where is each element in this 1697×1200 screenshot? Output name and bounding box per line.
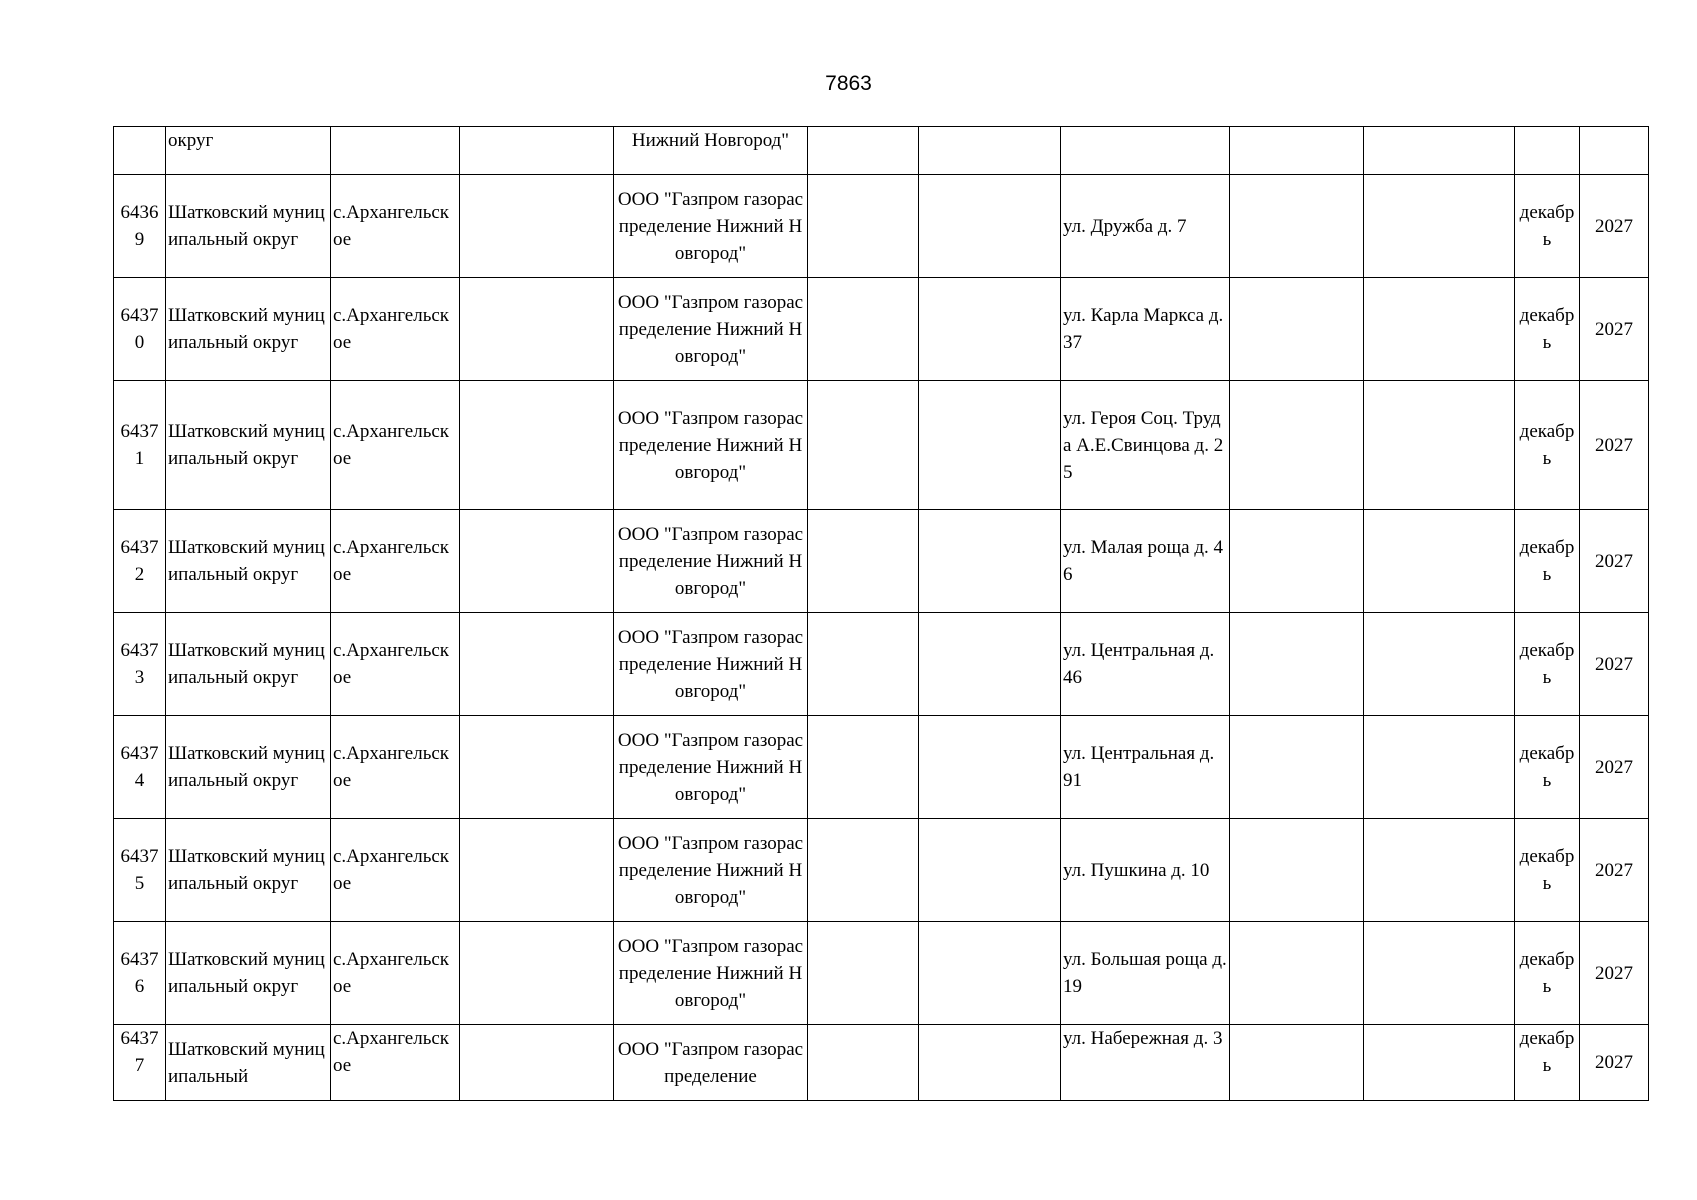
cell-empty	[1364, 1025, 1515, 1101]
cell-empty	[808, 175, 919, 278]
cell-village: с.Архангельское	[331, 1025, 460, 1101]
cell-empty	[919, 1025, 1061, 1101]
cell-number	[114, 127, 166, 175]
table-row-continuation	[114, 127, 1649, 175]
cell-empty	[460, 278, 614, 381]
table-row	[114, 381, 1649, 510]
cell-empty	[1230, 510, 1364, 613]
cell-organization: ООО "Газпром газораспределение Нижний Новгород"	[614, 510, 808, 613]
cell-organization: ООО "Газпром газораспределение Нижний Новгород"	[614, 381, 808, 510]
cell-organization: ООО "Газпром газораспределение Нижний Новгород"	[614, 716, 808, 819]
cell-number: 64377	[114, 1025, 166, 1101]
cell-empty	[1364, 922, 1515, 1025]
cell-address: ул. Пушкина д. 10	[1061, 819, 1230, 922]
cell-village: с.Архангельское	[331, 716, 460, 819]
cell-village: с.Архангельское	[331, 613, 460, 716]
cell-month: декабрь	[1515, 175, 1580, 278]
cell-organization: ООО "Газпром газораспределение	[614, 1025, 808, 1101]
cell-year: 2027	[1580, 510, 1649, 613]
cell-empty	[1364, 127, 1515, 175]
cell-address: ул. Дружба д. 7	[1061, 175, 1230, 278]
table-row	[114, 613, 1649, 716]
cell-empty	[919, 381, 1061, 510]
cell-month: декабрь	[1515, 278, 1580, 381]
cell-empty	[919, 613, 1061, 716]
cell-empty	[460, 175, 614, 278]
cell-empty	[808, 381, 919, 510]
cell-number: 64370	[114, 278, 166, 381]
cell-year: 2027	[1580, 381, 1649, 510]
cell-district: Шатковский муниципальный округ	[166, 175, 331, 278]
cell-empty	[808, 1025, 919, 1101]
cell-year: 2027	[1580, 278, 1649, 381]
cell-district: Шатковский муниципальный округ	[166, 819, 331, 922]
cell-empty	[919, 127, 1061, 175]
cell-empty	[808, 278, 919, 381]
cell-empty	[919, 510, 1061, 613]
cell-district: округ	[166, 127, 331, 175]
cell-empty	[1230, 819, 1364, 922]
page-number: 7863	[825, 72, 872, 95]
cell-month: декабрь	[1515, 613, 1580, 716]
cell-address: ул. Центральная д. 46	[1061, 613, 1230, 716]
cell-year: 2027	[1580, 1025, 1649, 1101]
cell-address: ул. Набережная д. 3	[1061, 1025, 1230, 1101]
cell-empty	[1364, 510, 1515, 613]
cell-empty	[1364, 278, 1515, 381]
cell-village: с.Архангельское	[331, 381, 460, 510]
cell-year	[1580, 127, 1649, 175]
cell-year: 2027	[1580, 613, 1649, 716]
table-row	[114, 1025, 1649, 1101]
cell-month: декабрь	[1515, 1025, 1580, 1101]
cell-number: 64369	[114, 175, 166, 278]
cell-empty	[460, 613, 614, 716]
cell-empty	[808, 819, 919, 922]
cell-organization: Нижний Новгород"	[614, 127, 808, 175]
cell-month: декабрь	[1515, 819, 1580, 922]
cell-empty	[1230, 716, 1364, 819]
cell-year: 2027	[1580, 716, 1649, 819]
table-row	[114, 716, 1649, 819]
cell-district: Шатковский муниципальный округ	[166, 510, 331, 613]
cell-district: Шатковский муниципальный округ	[166, 613, 331, 716]
cell-empty	[919, 175, 1061, 278]
cell-address: ул. Большая роща д. 19	[1061, 922, 1230, 1025]
cell-district: Шатковский муниципальный	[166, 1025, 331, 1101]
table-row	[114, 278, 1649, 381]
cell-empty	[460, 1025, 614, 1101]
cell-empty	[460, 819, 614, 922]
cell-district: Шатковский муниципальный округ	[166, 716, 331, 819]
cell-number: 64375	[114, 819, 166, 922]
cell-empty	[1364, 613, 1515, 716]
cell-number: 64373	[114, 613, 166, 716]
registry-table	[113, 126, 1649, 1101]
cell-organization: ООО "Газпром газораспределение Нижний Новгород"	[614, 819, 808, 922]
cell-empty	[460, 127, 614, 175]
cell-village: с.Архангельское	[331, 175, 460, 278]
cell-empty	[1364, 819, 1515, 922]
cell-month: декабрь	[1515, 716, 1580, 819]
cell-empty	[460, 922, 614, 1025]
cell-organization: ООО "Газпром газораспределение Нижний Новгород"	[614, 922, 808, 1025]
cell-empty	[1230, 175, 1364, 278]
cell-month: декабрь	[1515, 922, 1580, 1025]
cell-address: ул. Героя Соц. Труда А.Е.Свинцова д. 25	[1061, 381, 1230, 510]
cell-empty	[808, 127, 919, 175]
cell-district: Шатковский муниципальный округ	[166, 922, 331, 1025]
cell-empty	[460, 716, 614, 819]
cell-empty	[919, 819, 1061, 922]
cell-district: Шатковский муниципальный округ	[166, 381, 331, 510]
cell-number: 64376	[114, 922, 166, 1025]
cell-empty	[1230, 1025, 1364, 1101]
cell-empty	[1230, 278, 1364, 381]
cell-empty	[919, 922, 1061, 1025]
cell-month	[1515, 127, 1580, 175]
cell-village: с.Архангельское	[331, 278, 460, 381]
cell-organization: ООО "Газпром газораспределение Нижний Новгород"	[614, 175, 808, 278]
cell-village: с.Архангельское	[331, 922, 460, 1025]
cell-empty	[919, 278, 1061, 381]
cell-village: с.Архангельское	[331, 819, 460, 922]
table-row	[114, 819, 1649, 922]
cell-year: 2027	[1580, 175, 1649, 278]
cell-number: 64374	[114, 716, 166, 819]
cell-empty	[808, 613, 919, 716]
cell-empty	[460, 381, 614, 510]
cell-village: с.Архангельское	[331, 510, 460, 613]
table-row	[114, 175, 1649, 278]
cell-empty	[1364, 175, 1515, 278]
cell-number: 64371	[114, 381, 166, 510]
cell-month: декабрь	[1515, 510, 1580, 613]
table-row	[114, 922, 1649, 1025]
cell-organization: ООО "Газпром газораспределение Нижний Новгород"	[614, 278, 808, 381]
cell-empty	[1230, 613, 1364, 716]
cell-year: 2027	[1580, 819, 1649, 922]
cell-address	[1061, 127, 1230, 175]
cell-organization: ООО "Газпром газораспределение Нижний Новгород"	[614, 613, 808, 716]
cell-empty	[808, 716, 919, 819]
cell-address: ул. Карла Маркса д. 37	[1061, 278, 1230, 381]
table-row	[114, 510, 1649, 613]
cell-empty	[460, 510, 614, 613]
cell-empty	[1364, 381, 1515, 510]
cell-empty	[1230, 922, 1364, 1025]
cell-empty	[1364, 716, 1515, 819]
cell-empty	[1230, 381, 1364, 510]
cell-district: Шатковский муниципальный округ	[166, 278, 331, 381]
cell-empty	[1230, 127, 1364, 175]
cell-year: 2027	[1580, 922, 1649, 1025]
cell-month: декабрь	[1515, 381, 1580, 510]
cell-empty	[808, 510, 919, 613]
cell-number: 64372	[114, 510, 166, 613]
cell-address: ул. Центральная д. 91	[1061, 716, 1230, 819]
cell-address: ул. Малая роща д. 46	[1061, 510, 1230, 613]
cell-empty	[808, 922, 919, 1025]
cell-empty	[919, 716, 1061, 819]
cell-village	[331, 127, 460, 175]
